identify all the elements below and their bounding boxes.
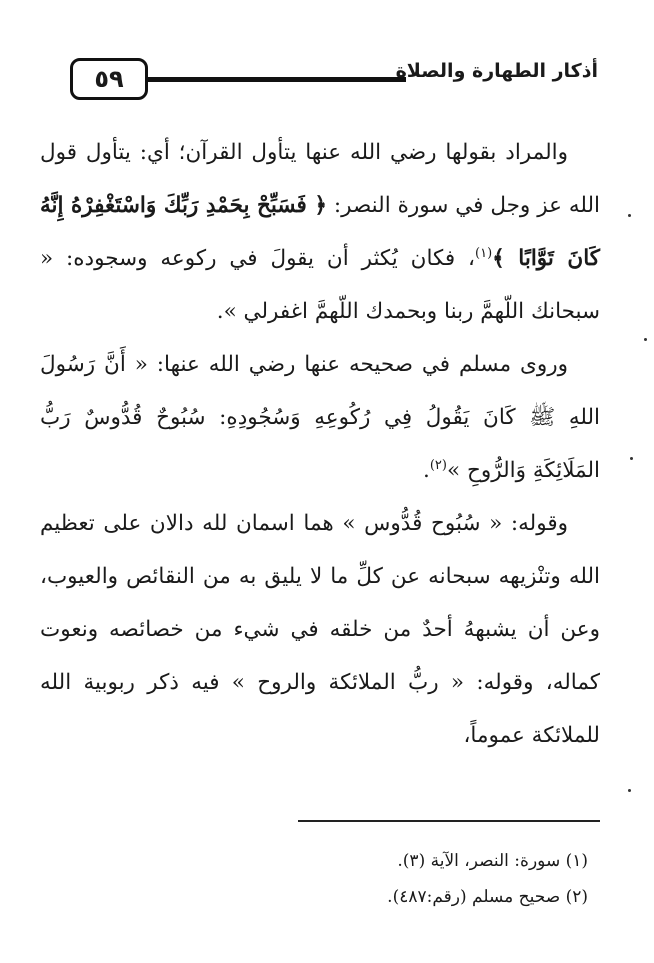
paragraph-3-text: وقوله: « سُبُوح قُدُّوس » هما اسمان لله دالان على تعظيم الله وتنْزيهه سبحانه عن كلِّ ما لا يليق به من النقائص والعيوب، وعن أن يشبههُ أحدٌ من خلقه في شيء من خصائصه ونعوت كماله، وقوله: « ربُّ الملائكة والروح » فيه ذكر ربوبية الله للملائكة عموماً، bbox=[40, 511, 600, 748]
page-number: ٥٩ bbox=[70, 58, 148, 100]
paragraph-3 bbox=[40, 497, 600, 762]
scan-dot bbox=[628, 214, 631, 217]
main-text bbox=[40, 126, 600, 762]
footnote-1: (١) سورة: النصر، الآية (٣). bbox=[397, 851, 588, 871]
running-title: أذكار الطهارة والصلاة bbox=[395, 60, 598, 82]
header-rule bbox=[148, 77, 406, 82]
paragraph-1-text-b: ، فكان يُكثر أن يقولَ في ركوعه وسجوده: « سبحانك اللّهمَّ ربنا وبحمدك اللّهمَّ اغفرلي ». bbox=[40, 246, 600, 324]
paragraph-2 bbox=[40, 338, 600, 497]
paragraph-1 bbox=[40, 126, 600, 338]
footnote-ref-2: (٢) bbox=[429, 457, 447, 473]
quran-verse: ﴿ فَسَبِّحْ بِحَمْدِ رَبِّكَ وَاسْتَغْفِرْهُ إِنَّهُ كَانَ تَوَّابًا ﴾ bbox=[40, 193, 600, 271]
footnote-2: (٢) صحيح مسلم (رقم:٤٨٧). bbox=[387, 887, 588, 907]
footnotes bbox=[40, 843, 588, 915]
paragraph-1-text-a: والمراد بقولها رضي الله عنها يتأول القرآن؛ أي: يتأول قول الله عز وجل في سورة النصر: bbox=[40, 140, 600, 218]
paragraph-2-text-b: . bbox=[422, 458, 430, 483]
page-header bbox=[70, 58, 598, 104]
scan-dot bbox=[644, 338, 647, 341]
footnote-divider bbox=[298, 820, 600, 822]
scan-dot bbox=[630, 457, 633, 460]
paragraph-2-text-a: وروى مسلم في صحيحه عنها رضي الله عنها: « أَنَّ رَسُولَ اللهِ ﷺ كَانَ يَقُولُ فِي رُكُوعِهِ وَسُجُودِهِ: سُبُوحٌ قُدُّوسٌ رَبُّ المَلَائِكَةِ وَالرُّوحِ » bbox=[40, 352, 600, 483]
scan-dot bbox=[628, 789, 631, 792]
footnote-ref-1: (١) bbox=[475, 245, 493, 261]
